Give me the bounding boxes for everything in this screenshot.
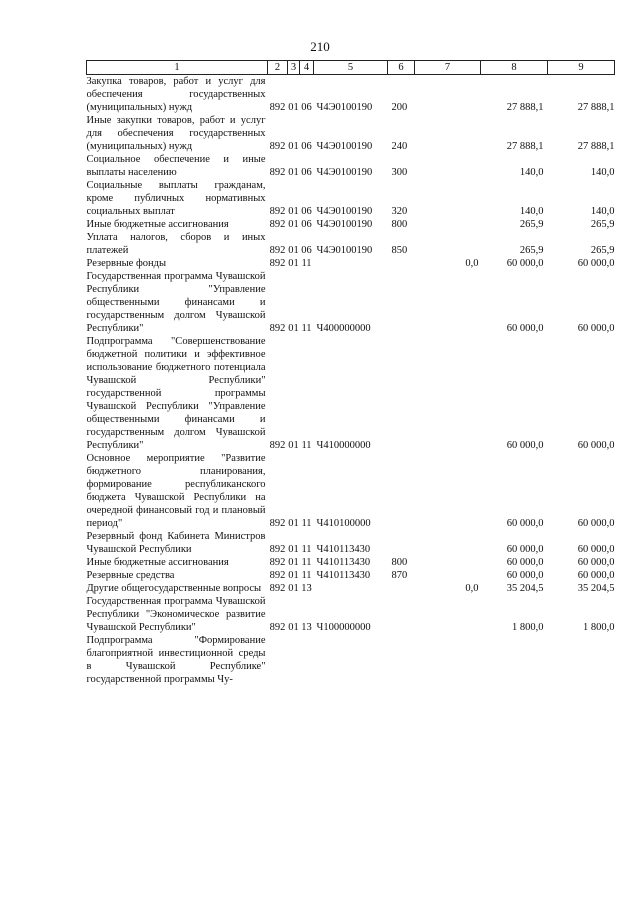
target-article-cell: Ч4Э0100190 — [316, 245, 373, 256]
row-name-cell: Иные бюджетные ассигнования — [86, 219, 229, 230]
section-cell: 01 — [288, 258, 299, 269]
column-header: 4 — [300, 61, 314, 75]
section-cell: 01 — [288, 583, 299, 594]
amount-col7-cell — [415, 179, 481, 218]
expense-type-cell: 800 — [391, 557, 408, 568]
section-cell: 01 — [288, 440, 299, 451]
section-cell: 01 — [288, 570, 299, 581]
amount-col7-cell — [415, 634, 481, 686]
section-cell: 01 — [288, 167, 299, 178]
amount-col7-cell — [415, 556, 481, 569]
admin-code-cell: 892 — [269, 167, 286, 178]
section-cell: 01 — [288, 323, 299, 334]
amount-col7-cell: 0,0 — [465, 583, 479, 594]
table-row — [87, 530, 615, 556]
row-name-cell: Государственная программа Чувашской Республики "Управление общественными финансами и государственным долгом Чувашской Республики" — [86, 271, 266, 334]
amount-col7-cell: 0,0 — [465, 258, 479, 269]
column-header: 2 — [268, 61, 288, 75]
table-row — [87, 270, 615, 335]
amount-col7-cell — [415, 231, 481, 257]
target-article-cell: Ч410113430 — [316, 570, 371, 581]
amount-col9-cell: 60 000,0 — [577, 258, 615, 269]
subsection-cell: 06 — [301, 219, 312, 230]
amount-col9-cell: 265,9 — [590, 219, 615, 230]
section-cell: 01 — [288, 245, 299, 256]
amount-col7-cell — [415, 452, 481, 530]
table-row — [87, 452, 615, 530]
column-header: 3 — [288, 61, 300, 75]
amount-col9-cell: 140,0 — [590, 206, 615, 217]
amount-col8-cell: 140,0 — [519, 167, 544, 178]
expense-type-cell: 800 — [391, 219, 408, 230]
amount-col7-cell — [415, 530, 481, 556]
admin-code-cell: 892 — [269, 440, 286, 451]
row-name-cell: Основное мероприятие "Развитие бюджетного планирования, формирование республиканского бюджета Чувашской Республики на очередной финансовый год и плановый период" — [86, 453, 266, 529]
target-article-cell: Ч4Э0100190 — [316, 219, 373, 230]
amount-col8-cell: 60 000,0 — [506, 570, 544, 581]
admin-code-cell: 892 — [269, 258, 286, 269]
admin-code-cell: 892 — [269, 583, 286, 594]
row-name-cell: Подпрограмма "Совершенствование бюджетной политики и эффективное использование бюджетного потенциала Чувашской Республики" государственной программы Чувашской Республики "Управление общественными финансами и государственным долгом Чувашской Республики" — [86, 336, 266, 451]
expense-type-cell: 870 — [391, 570, 408, 581]
amount-col9-cell: 35 204,5 — [577, 583, 615, 594]
table-row — [87, 218, 615, 231]
subsection-cell: 11 — [301, 518, 312, 529]
table-row — [87, 153, 615, 179]
amount-col7-cell — [415, 270, 481, 335]
amount-col8-cell: 265,9 — [519, 219, 544, 230]
column-header: 9 — [548, 61, 615, 75]
expense-type-cell: 240 — [391, 141, 408, 152]
table-row — [87, 595, 615, 634]
expense-type-cell — [388, 257, 415, 270]
target-article-cell: Ч4Э0100190 — [316, 141, 373, 152]
amount-col7-cell — [415, 153, 481, 179]
admin-code-cell: 892 — [269, 219, 286, 230]
column-header: 1 — [87, 61, 268, 75]
admin-code-cell: 892 — [269, 570, 286, 581]
expense-type-cell — [388, 595, 415, 634]
amount-col9-cell: 60 000,0 — [577, 570, 615, 581]
expense-type-cell — [388, 452, 415, 530]
expense-type-cell — [388, 634, 415, 686]
subsection-cell: 06 — [301, 167, 312, 178]
amount-col9-cell: 1 800,0 — [583, 622, 615, 633]
target-article-cell: Ч4Э0100190 — [316, 167, 373, 178]
row-name-cell: Подпрограмма "Формирование благоприятной инвестиционной среды в Чувашской Республике" государственной программы Чу- — [86, 635, 266, 685]
row-name-cell: Социальные выплаты гражданам, кроме публичных нормативных социальных выплат — [86, 180, 266, 217]
subsection-cell: 13 — [301, 622, 312, 633]
expense-type-cell — [388, 335, 415, 452]
table-row — [87, 582, 615, 595]
amount-col8-cell — [481, 634, 548, 686]
table-body — [87, 75, 615, 687]
subsection-cell: 11 — [301, 570, 312, 581]
admin-code-cell: 892 — [269, 544, 286, 555]
admin-code-cell: 892 — [269, 557, 286, 568]
row-name-cell: Резервные фонды — [86, 258, 167, 269]
amount-col7-cell — [415, 114, 481, 153]
subsection-cell: 11 — [301, 440, 312, 451]
row-name-cell: Государственная программа Чувашской Республики "Экономическое развитие Чувашской Республики" — [86, 596, 266, 633]
section-cell: 01 — [288, 544, 299, 555]
amount-col7-cell — [415, 75, 481, 115]
column-header: 8 — [481, 61, 548, 75]
amount-col8-cell: 60 000,0 — [506, 323, 544, 334]
row-name-cell: Иные бюджетные ассигнования — [86, 557, 229, 568]
section-cell — [288, 634, 300, 686]
section-cell: 01 — [288, 206, 299, 217]
subsection-cell: 13 — [301, 583, 312, 594]
admin-code-cell: 892 — [269, 102, 286, 113]
expense-type-cell — [388, 530, 415, 556]
budget-table — [86, 60, 615, 686]
row-name-cell: Иные закупки товаров, работ и услуг для обеспечения государственных (муниципальных) нужд — [86, 115, 266, 152]
section-cell: 01 — [288, 622, 299, 633]
amount-col8-cell: 60 000,0 — [506, 258, 544, 269]
amount-col7-cell — [415, 569, 481, 582]
amount-col7-cell — [415, 218, 481, 231]
table-row — [87, 257, 615, 270]
column-header: 7 — [415, 61, 481, 75]
amount-col8-cell: 27 888,1 — [506, 102, 544, 113]
target-article-cell: Ч400000000 — [316, 323, 371, 334]
expense-type-cell — [388, 270, 415, 335]
target-article-cell — [314, 582, 388, 595]
expense-type-cell: 300 — [391, 167, 408, 178]
amount-col7-cell — [415, 595, 481, 634]
row-name-cell: Закупка товаров, работ и услуг для обеспечения государственных (муниципальных) нужд — [86, 76, 266, 113]
table-header-row — [87, 61, 615, 75]
amount-col8-cell: 35 204,5 — [506, 583, 544, 594]
column-header: 6 — [388, 61, 415, 75]
target-article-cell: Ч4Э0100190 — [316, 206, 373, 217]
amount-col9-cell: 60 000,0 — [577, 518, 615, 529]
admin-code-cell: 892 — [269, 141, 286, 152]
subsection-cell: 11 — [301, 544, 312, 555]
subsection-cell: 11 — [301, 323, 312, 334]
table-row — [87, 231, 615, 257]
amount-col9-cell: 27 888,1 — [577, 141, 615, 152]
section-cell: 01 — [288, 219, 299, 230]
subsection-cell: 06 — [301, 206, 312, 217]
subsection-cell: 06 — [301, 141, 312, 152]
amount-col9-cell — [548, 634, 615, 686]
target-article-cell: Ч100000000 — [316, 622, 371, 633]
target-article-cell — [314, 634, 388, 686]
target-article-cell: Ч410000000 — [316, 440, 371, 451]
section-cell: 01 — [288, 141, 299, 152]
expense-type-cell: 200 — [391, 102, 408, 113]
target-article-cell — [314, 257, 388, 270]
column-header: 5 — [314, 61, 388, 75]
admin-code-cell — [268, 634, 288, 686]
amount-col8-cell: 27 888,1 — [506, 141, 544, 152]
amount-col8-cell: 140,0 — [519, 206, 544, 217]
row-name-cell: Резервный фонд Кабинета Министров Чувашской Республики — [86, 531, 266, 555]
table-row — [87, 634, 615, 686]
amount-col8-cell: 60 000,0 — [506, 518, 544, 529]
row-name-cell: Резервные средства — [86, 570, 175, 581]
table-row — [87, 75, 615, 115]
amount-col9-cell: 27 888,1 — [577, 102, 615, 113]
subsection-cell: 06 — [301, 245, 312, 256]
admin-code-cell: 892 — [269, 206, 286, 217]
amount-col9-cell: 60 000,0 — [577, 557, 615, 568]
table-row — [87, 335, 615, 452]
table-row — [87, 556, 615, 569]
section-cell: 01 — [288, 102, 299, 113]
amount-col8-cell: 60 000,0 — [506, 440, 544, 451]
expense-type-cell: 320 — [391, 206, 408, 217]
admin-code-cell: 892 — [269, 323, 286, 334]
amount-col9-cell: 265,9 — [590, 245, 615, 256]
section-cell: 01 — [288, 518, 299, 529]
row-name-cell: Уплата налогов, сборов и иных платежей — [86, 232, 266, 256]
admin-code-cell: 892 — [269, 622, 286, 633]
admin-code-cell: 892 — [269, 518, 286, 529]
amount-col8-cell: 265,9 — [519, 245, 544, 256]
amount-col9-cell: 60 000,0 — [577, 323, 615, 334]
table-row — [87, 569, 615, 582]
amount-col7-cell — [415, 335, 481, 452]
subsection-cell: 11 — [301, 258, 312, 269]
amount-col9-cell: 140,0 — [590, 167, 615, 178]
subsection-cell — [300, 634, 314, 686]
target-article-cell: Ч4Э0100190 — [316, 102, 373, 113]
subsection-cell: 06 — [301, 102, 312, 113]
expense-type-cell — [388, 582, 415, 595]
admin-code-cell: 892 — [269, 245, 286, 256]
table-row — [87, 114, 615, 153]
row-name-cell: Другие общегосударственные вопросы — [86, 583, 262, 594]
target-article-cell: Ч410113430 — [316, 544, 371, 555]
amount-col9-cell: 60 000,0 — [577, 440, 615, 451]
row-name-cell: Социальное обеспечение и иные выплаты населению — [86, 154, 266, 178]
amount-col9-cell: 60 000,0 — [577, 544, 615, 555]
target-article-cell: Ч410100000 — [316, 518, 371, 529]
subsection-cell: 11 — [301, 557, 312, 568]
expense-type-cell: 850 — [391, 245, 408, 256]
amount-col8-cell: 60 000,0 — [506, 557, 544, 568]
table-row — [87, 179, 615, 218]
amount-col8-cell: 1 800,0 — [512, 622, 544, 633]
section-cell: 01 — [288, 557, 299, 568]
page-number: 210 — [310, 39, 330, 54]
target-article-cell: Ч410113430 — [316, 557, 371, 568]
amount-col8-cell: 60 000,0 — [506, 544, 544, 555]
